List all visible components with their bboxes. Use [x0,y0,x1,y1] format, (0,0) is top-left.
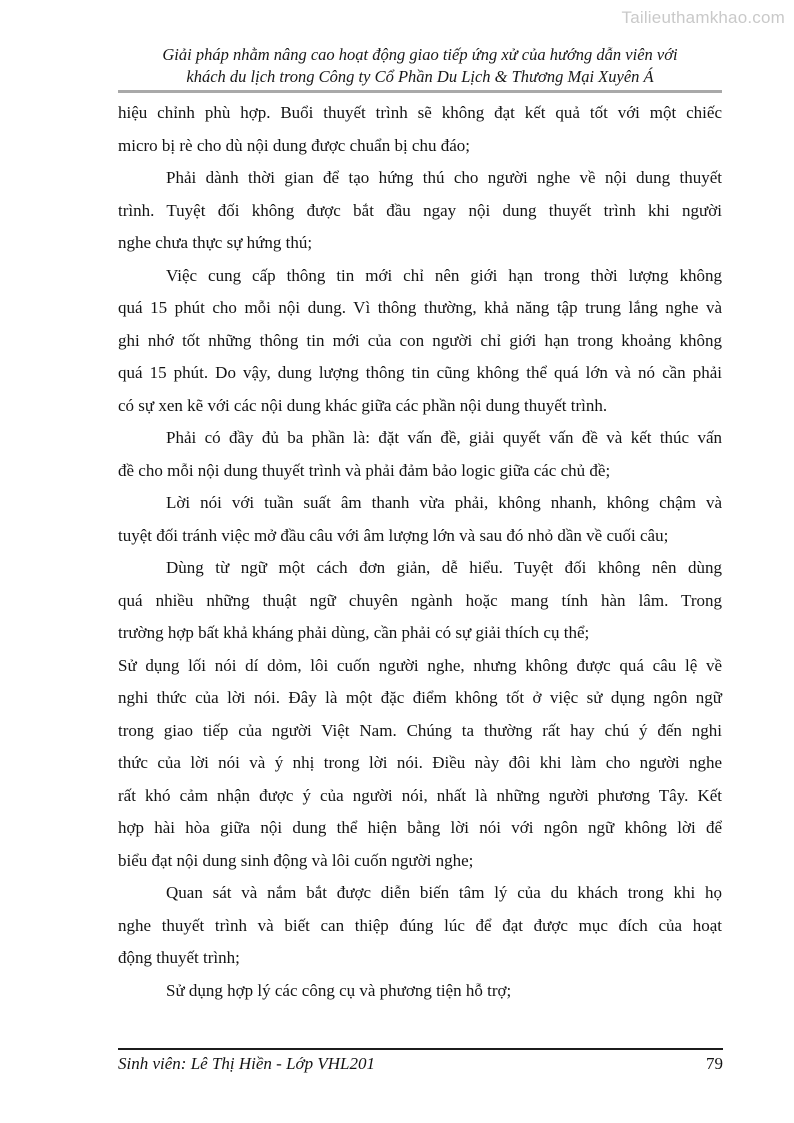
body-line: thức của lời nói và ý nhị trong lời nói. Điều này đôi khi làm cho người nghe [118,753,722,772]
header-title-line2: khách du lịch trong Công ty Cổ Phần Du Lịch & Thương Mại Xuyên Á [186,66,654,86]
page-header [118,44,722,93]
body-line: rất khó cảm nhận được ý của người nói, nhất là những người phương Tây. Kết [118,785,722,805]
body-line: Quan sát và nắm bắt được diễn biến tâm lý của du khách trong khi họ [166,883,722,902]
body-line: quá 15 phút. Do vậy, dung lượng thông tin cũng không thể quá lớn và nó cần phải [118,363,722,382]
body-text [118,97,722,1007]
watermark: Tailieuthamkhao.com [621,8,785,27]
body-line: micro bị rè cho dù nội dung được chuẩn bị chu đáo; [118,135,470,155]
body-line: trong giao tiếp của người Việt Nam. Chúng ta thường rất hay chú ý đến nghi [118,720,722,740]
body-line: nghe chưa thực sự hứng thú; [118,233,313,252]
body-line: nghi thức của lời nói. Đây là một đặc điểm không tốt ở việc sử dụng ngôn ngữ [118,688,722,707]
body-line: động thuyết trình; [118,948,240,967]
footer-page-number: 79 [706,1054,723,1073]
body-line: quá nhiều những thuật ngữ chuyên ngành hoặc mang tính hàn lâm. Trong [118,590,722,610]
body-line: Dùng từ ngữ một cách đơn giản, dễ hiểu. Tuyệt đối không nên dùng [166,558,722,577]
body-line: Sử dụng lối nói dí dỏm, lôi cuốn người nghe, nhưng không được quá câu lệ về [118,655,722,675]
body-line: Lời nói với tuần suất âm thanh vừa phải, không nhanh, không chậm và [166,493,722,512]
body-line: tuyệt đối tránh việc mở đầu câu với âm lượng lớn và sau đó nhỏ dần về cuối câu; [118,525,669,545]
body-line: Phải dành thời gian để tạo hứng thú cho người nghe về nội dung thuyết [166,168,722,187]
body-line: hợp hài hòa giữa nội dung thể hiện bằng lời nói với ngôn ngữ không lời để [118,818,722,837]
body-line: ghi nhớ tốt những thông tin mới của con người chỉ giới hạn trong khoảng không [118,330,722,350]
header-title-line1: Giải pháp nhằm nâng cao hoạt động giao tiếp ứng xử của hướng dẫn viên với [162,45,678,64]
body-line: trường hợp bất khả kháng phải dùng, cần phải có sự giải thích cụ thể; [118,623,590,642]
body-line: quá 15 phút cho mỗi nội dung. Vì thông thường, khả năng tập trung lắng nghe và [118,298,722,317]
body-line: nghe thuyết trình và biết can thiệp đúng lúc để đạt được mục đích của hoạt [118,915,722,935]
body-line: có sự xen kẽ với các nội dung khác giữa các phần nội dung thuyết trình. [118,395,608,415]
body-line: trình. Tuyệt đối không được bắt đầu ngay nội dung thuyết trình khi người [118,200,722,220]
body-line: đề cho mỗi nội dung thuyết trình và phải đảm bảo logic giữa các chủ đề; [118,460,611,480]
body-line: Việc cung cấp thông tin mới chỉ nên giới hạn trong thời lượng không [166,265,722,285]
body-line: biểu đạt nội dung sinh động và lôi cuốn người nghe; [118,850,474,870]
footer-student: Sinh viên: Lê Thị Hiền - Lớp VHL201 [118,1054,375,1073]
body-line: Phải có đầy đủ ba phần là: đặt vấn đề, giải quyết vấn đề và kết thúc vấn [166,428,722,447]
body-line: Sử dụng hợp lý các công cụ và phương tiện hỗ trợ; [166,980,512,1000]
page-footer [118,1048,723,1074]
body-line: hiệu chỉnh phù hợp. Buổi thuyết trình sẽ không đạt kết quả tốt với một chiếc [118,103,722,122]
